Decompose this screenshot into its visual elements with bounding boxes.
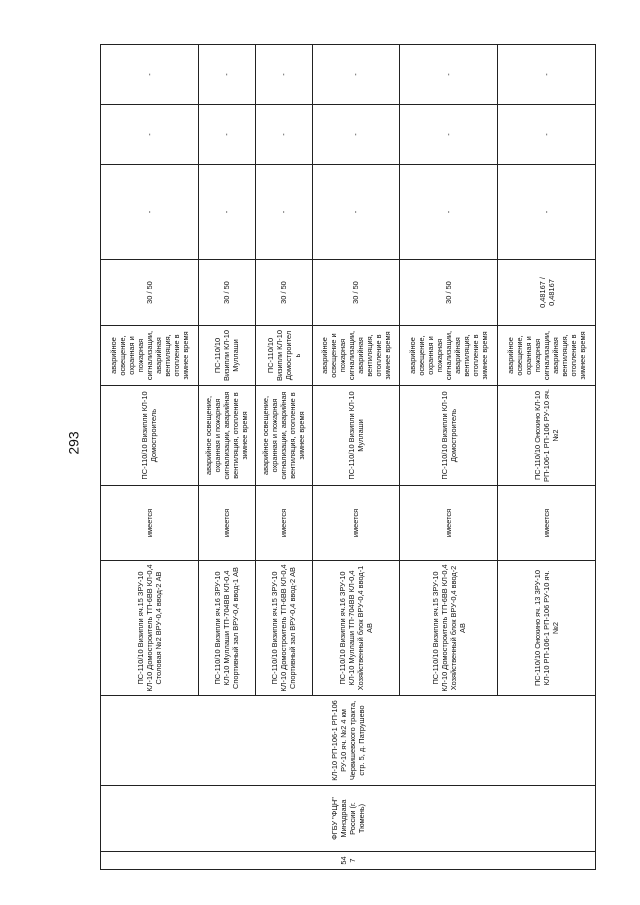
category-cell: аварийное освещение, охранная и пожарная сигнализации, аварийная вентиляция, отопление в зимнее время: [498, 326, 596, 386]
object-cell: ПС-110/10 Онохино яч. 13 ЗРУ-10 КЛ-10 РП-106-1 РП-106 РУ-10 яч. №2: [498, 561, 596, 696]
page-number-text: 293: [65, 431, 82, 455]
availability-cell: имеется: [400, 486, 498, 561]
table-row: [101, 45, 199, 870]
empty-cell-2: -: [255, 105, 312, 165]
reserve-cell: 30 / 50: [101, 260, 199, 326]
backup-cell: ПС-110/10 Онохино КЛ-10 РП-106-1 РП-106 РУ-10 яч. №2: [498, 386, 596, 486]
reserve-cell: 30 / 50: [400, 260, 498, 326]
availability-cell: имеется: [498, 486, 596, 561]
page-number: [62, 428, 86, 458]
backup-cell: ПС-110/10 Визипли КЛ-10 Домостроитель: [400, 386, 498, 486]
source-line-cell: КЛ-10 РП-106-1 РП-106 РУ-10 яч. №2 4 км Червишевского тракта, стр. 5, д. Патрушево: [101, 696, 596, 786]
reserve-cell: 30 / 50: [312, 260, 400, 326]
reserve-cell: 30 / 50: [255, 260, 312, 326]
empty-cell-1: -: [198, 165, 255, 260]
empty-cell-3: -: [101, 45, 199, 105]
empty-cell-2: -: [400, 105, 498, 165]
power-supply-table: [100, 44, 596, 870]
reserve-cell: 30 / 50: [198, 260, 255, 326]
row-number-cell: 547: [101, 852, 596, 870]
object-cell: ПС-110/10 Визипли яч.15 ЗРУ-10 КЛ-10 Домостроитель ТП-6ВВ КЛ-0,4 Спортивный зал ВРУ-0,4 ввод-2 АВ: [255, 561, 312, 696]
empty-cell-2: -: [498, 105, 596, 165]
availability-cell: имеется: [255, 486, 312, 561]
category-cell: ПС-110/10 Визипли КЛ-10 Муллаши: [198, 326, 255, 386]
object-cell: ПС-110/10 Визипли яч.15 ЗРУ-10 КЛ-10 Домостроитель ТП-6ВВ КЛ-0,4 Хозяйственный блок ВРУ-0,4 ввод-2 АВ: [400, 561, 498, 696]
empty-cell-2: -: [198, 105, 255, 165]
empty-cell-1: -: [312, 165, 400, 260]
category-cell: ПС-110/10 Визипли КЛ-10 Домостроитель: [255, 326, 312, 386]
reserve-cell: 0,48167 / 0,48167: [498, 260, 596, 326]
category-cell: аварийное освещение, охранная и пожарная сигнализации, аварийная вентиляция, отопление в зимнее время: [101, 326, 199, 386]
empty-cell-1: -: [400, 165, 498, 260]
backup-cell: аварийное освещение, охранная и пожарная сигнализации, аварийная вентиляция, отопление в зимнее время: [255, 386, 312, 486]
empty-cell-3: -: [255, 45, 312, 105]
backup-cell: аварийное освещение, охранная и пожарная сигнализации, аварийная вентиляция, отопление в зимнее время: [198, 386, 255, 486]
organization-cell: ФГБУ "ФЦН" Минздрава России (г. Тюмень): [101, 786, 596, 852]
empty-cell-1: -: [255, 165, 312, 260]
empty-cell-2: -: [312, 105, 400, 165]
object-cell: ПС-110/10 Визипли яч.15 ЗРУ-10 КЛ-10 Домостроитель ТП-6ВВ КЛ-0,4 Столовая №2 ВРУ-0,4 ввод-2 АВ: [101, 561, 199, 696]
category-cell: аварийное освещение и пожарная сигнализации, аварийная вентиляция, отопление в зимнее время: [312, 326, 400, 386]
empty-cell-3: -: [400, 45, 498, 105]
empty-cell-1: -: [101, 165, 199, 260]
empty-cell-3: -: [498, 45, 596, 105]
backup-cell: ПС-110/10 Визипли КЛ-10 Муллаши: [312, 386, 400, 486]
empty-cell-1: -: [498, 165, 596, 260]
backup-cell: ПС-110/10 Визипли КЛ-10 Домостроитель: [101, 386, 199, 486]
availability-cell: имеется: [101, 486, 199, 561]
object-cell: ПС-110/10 Визипли яч.16 ЗРУ-10 КЛ-10 Муллаши ТП-704ВВ КЛ-0,4 Спортивный зал ВРУ-0,4 ввод-1 АВ: [198, 561, 255, 696]
empty-cell-2: -: [101, 105, 199, 165]
category-cell: аварийное освещение, охранная и пожарная сигнализации, аварийная вентиляция, отопление в зимнее время: [400, 326, 498, 386]
document-table-frame: [100, 45, 596, 870]
empty-cell-3: -: [198, 45, 255, 105]
availability-cell: имеется: [312, 486, 400, 561]
availability-cell: имеется: [198, 486, 255, 561]
empty-cell-3: -: [312, 45, 400, 105]
object-cell: ПС-110/10 Визипли яч.16 ЗРУ-10 КЛ-10 Муллаши ТП-704ВВ КЛ-0,4 Хозяйственный блок ВРУ-0,4 ввод-1 АВ: [312, 561, 400, 696]
